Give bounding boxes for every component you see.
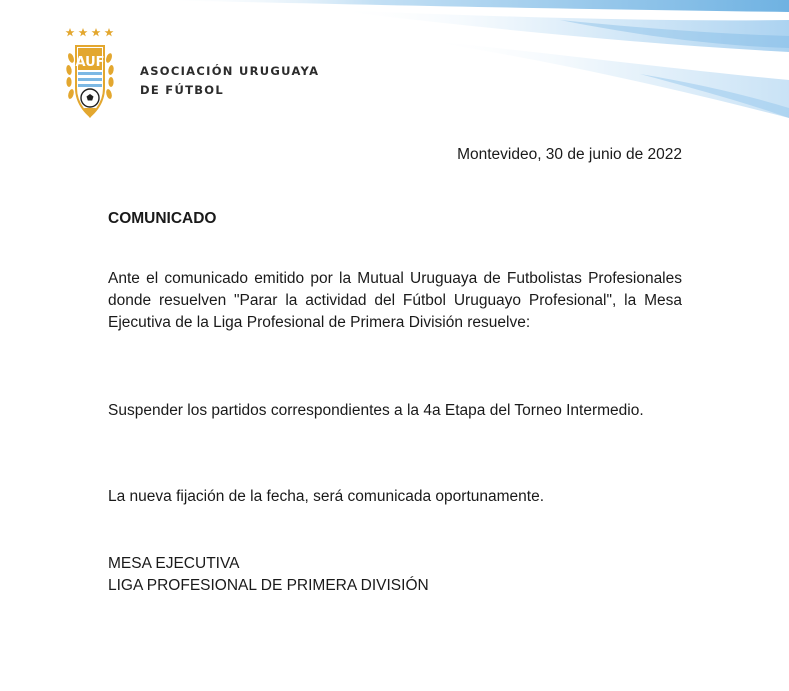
document-date: Montevideo, 30 de junio de 2022 <box>457 146 682 163</box>
paragraph-1: Ante el comunicado emitido por la Mutual Uruguaya de Futbolistas Profesionales donde resuelven "Parar la actividad del Fútbol Uruguayo Profesional", la Mesa Ejecutiva de la Liga Profesional de Primera División resuelve: <box>108 270 682 331</box>
signature-line-2: LIGA PROFESIONAL DE PRIMERA DIVISIÓN <box>108 577 429 594</box>
org-name-line-1: ASOCIACIÓN URUGUAYA <box>140 64 320 78</box>
org-name-line-2: DE FÚTBOL <box>140 83 225 97</box>
stars-icon <box>66 28 114 36</box>
signature-block <box>108 553 429 597</box>
header-wave-decoration <box>0 0 789 150</box>
signature-line-1: MESA EJECUTIVA <box>108 555 240 572</box>
document-title: COMUNICADO <box>108 210 217 227</box>
organization-name <box>140 62 319 100</box>
paragraph-3: La nueva fijación de la fecha, será comunicada oportunamente. <box>108 488 545 505</box>
auf-letters: AUF <box>75 55 105 70</box>
paragraph-2: Suspender los partidos correspondientes a la 4a Etapa del Torneo Intermedio. <box>108 402 644 419</box>
auf-logo <box>62 24 118 122</box>
